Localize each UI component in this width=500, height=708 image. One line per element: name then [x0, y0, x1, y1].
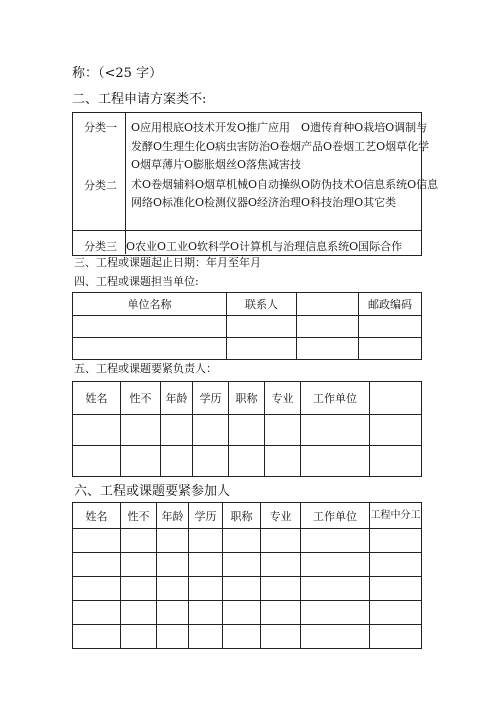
header-blank — [297, 293, 359, 316]
table-cell[interactable] — [121, 446, 161, 477]
table-cell[interactable] — [261, 601, 301, 625]
participant-table — [72, 502, 422, 649]
table-cell[interactable] — [73, 529, 121, 553]
header-postcode: 邮政编码 — [359, 293, 422, 316]
header-contact: 联系人 — [227, 293, 297, 316]
table-cell[interactable] — [73, 553, 121, 577]
section3-title: 三、工程或课题起止日期：年月至年月 — [74, 256, 261, 269]
category-row-line — [72, 230, 421, 231]
table-cell[interactable] — [157, 577, 189, 601]
table-cell[interactable] — [189, 553, 223, 577]
table-cell[interactable] — [73, 338, 227, 360]
table-cell[interactable] — [301, 577, 370, 601]
header-gender: 性不 — [121, 503, 157, 529]
table-cell[interactable] — [359, 338, 422, 360]
category-2-options-line-4: 网络O标准化O检测仪器O经济治理O科技治理O其它类 — [131, 196, 397, 209]
table-cell[interactable] — [73, 601, 121, 625]
table-cell[interactable] — [73, 316, 227, 338]
category-2-label: 分类二 — [84, 179, 117, 192]
table-cell[interactable] — [73, 446, 121, 477]
table-cell[interactable] — [301, 553, 370, 577]
table-cell[interactable] — [261, 529, 301, 553]
table-cell[interactable] — [261, 625, 301, 649]
table-cell[interactable] — [121, 625, 157, 649]
table-cell[interactable] — [189, 625, 223, 649]
category-2-options-line-2: O烟草薄片O膨胀烟丝O落焦减害技 — [131, 158, 302, 171]
table-cell[interactable] — [189, 601, 223, 625]
category-2-options-line-3: 术O卷烟辅料O烟草机械O自动操纵O防伪技术O信息系统O信息 — [131, 178, 439, 191]
table-cell[interactable] — [370, 601, 422, 625]
category-3-label: 分类三 — [84, 240, 117, 253]
table-cell[interactable] — [229, 415, 265, 446]
table-cell[interactable] — [370, 415, 422, 446]
table-cell[interactable] — [301, 446, 370, 477]
section4-title: 四、工程或课题担当单位: — [74, 275, 199, 288]
category-1-options: O应用根底O技术开发O推广应用 O遗传育种O栽培O调制与 — [131, 121, 428, 134]
project-name-label: 称：（<25 字） — [72, 66, 163, 81]
table-cell[interactable] — [261, 577, 301, 601]
header-workplace: 工作单位 — [301, 382, 370, 415]
table-cell[interactable] — [157, 601, 189, 625]
table-cell[interactable] — [157, 625, 189, 649]
table-cell[interactable] — [121, 415, 161, 446]
table-cell[interactable] — [265, 446, 301, 477]
table-cell[interactable] — [370, 625, 422, 649]
header-division-of-work: 工程中分工 — [370, 503, 422, 529]
table-cell[interactable] — [301, 625, 370, 649]
header-age: 年龄 — [157, 503, 189, 529]
table-cell[interactable] — [227, 338, 297, 360]
table-cell[interactable] — [297, 316, 359, 338]
header-name: 姓名 — [73, 382, 121, 415]
table-cell[interactable] — [370, 446, 422, 477]
table-cell[interactable] — [297, 338, 359, 360]
table-cell[interactable] — [370, 553, 422, 577]
table-cell[interactable] — [161, 415, 193, 446]
table-cell[interactable] — [161, 446, 193, 477]
table-cell[interactable] — [193, 415, 229, 446]
header-age: 年龄 — [161, 382, 193, 415]
table-cell[interactable] — [301, 529, 370, 553]
header-major: 专业 — [261, 503, 301, 529]
header-unit-name: 单位名称 — [73, 293, 227, 316]
table-cell[interactable] — [157, 553, 189, 577]
table-cell[interactable] — [227, 316, 297, 338]
table-cell[interactable] — [189, 529, 223, 553]
header-workplace: 工作单位 — [301, 503, 370, 529]
table-cell[interactable] — [157, 529, 189, 553]
table-cell[interactable] — [189, 577, 223, 601]
header-gender: 性不 — [121, 382, 161, 415]
header-name: 姓名 — [73, 503, 121, 529]
header-major: 专业 — [265, 382, 301, 415]
table-cell[interactable] — [301, 601, 370, 625]
table-cell[interactable] — [73, 625, 121, 649]
category-divider — [125, 112, 126, 254]
table-cell[interactable] — [193, 446, 229, 477]
table-cell[interactable] — [301, 415, 370, 446]
table-cell[interactable] — [73, 415, 121, 446]
header-title: 职称 — [223, 503, 261, 529]
table-cell[interactable] — [370, 577, 422, 601]
table-cell[interactable] — [223, 625, 261, 649]
table-cell[interactable] — [121, 553, 157, 577]
section6-title: 六、工程或课题要紧参加人 — [74, 484, 231, 499]
table-cell[interactable] — [265, 415, 301, 446]
section2-title: 二、工程申请方案类不: — [72, 92, 207, 107]
unit-table — [72, 292, 422, 360]
table-cell[interactable] — [359, 316, 422, 338]
section5-title: 五、工程或课题要紧负责人： — [74, 362, 217, 375]
table-cell[interactable] — [73, 577, 121, 601]
category-1-label: 分类一 — [84, 121, 117, 134]
table-cell[interactable] — [121, 577, 157, 601]
table-cell[interactable] — [261, 553, 301, 577]
table-cell[interactable] — [223, 577, 261, 601]
header-title: 职称 — [229, 382, 265, 415]
table-cell[interactable] — [229, 446, 265, 477]
table-cell[interactable] — [223, 601, 261, 625]
table-cell[interactable] — [223, 553, 261, 577]
header-blank — [370, 382, 422, 415]
table-cell[interactable] — [121, 529, 157, 553]
table-cell[interactable] — [370, 529, 422, 553]
header-education: 学历 — [189, 503, 223, 529]
header-education: 学历 — [193, 382, 229, 415]
category-2-options-line-1: 发酵O生理生化O病虫害防治O卷烟产品O卷烟工艺O烟草化学 — [131, 140, 430, 153]
leader-table — [72, 381, 422, 477]
table-cell[interactable] — [223, 529, 261, 553]
category-3-options: O农业O工业O软科学O计算机与治理信息系统O国际合作 — [126, 240, 403, 253]
table-cell[interactable] — [121, 601, 157, 625]
